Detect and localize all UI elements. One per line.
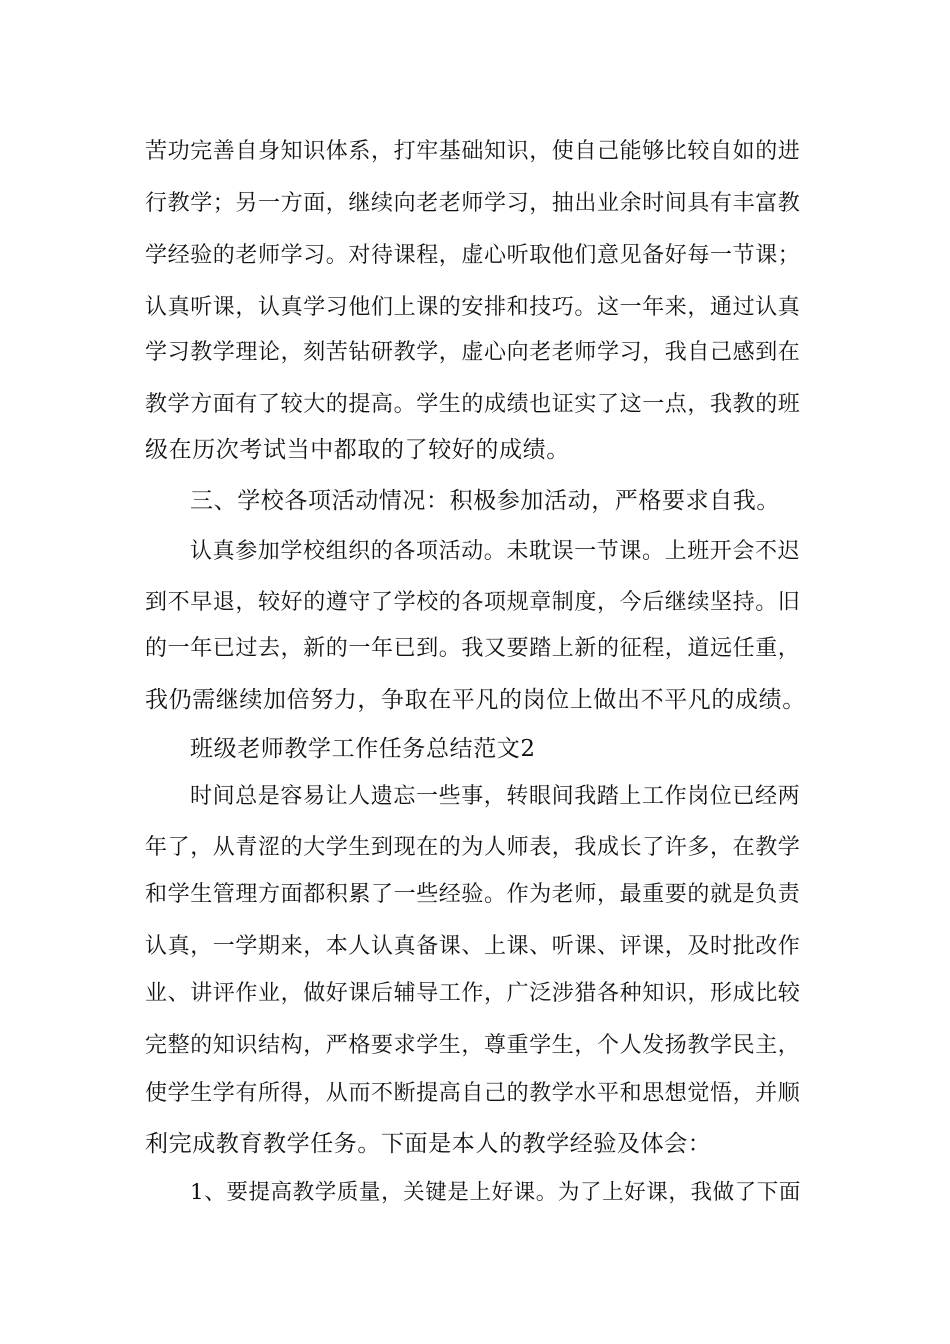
text-line: 年了，从青涩的大学生到现在的为人师表，我成长了许多，在教学 <box>145 835 801 860</box>
text-line: 行教学；另一方面，继续向老老师学习，抽出业余时间具有丰富教 <box>145 191 801 216</box>
text-line: 认真，一学期来，本人认真备课、上课、听课、评课，及时批改作 <box>145 934 801 959</box>
text-line: 学习教学理论，刻苦钻研教学，虚心向老老师学习，我自己感到在 <box>145 340 801 365</box>
text-line: 认真参加学校组织的各项活动。未耽误一节课。上班开会不迟 <box>190 539 801 564</box>
text-line: 认真听课，认真学习他们上课的安排和技巧。这一年来，通过认真 <box>145 295 801 320</box>
text-line: 的一年已过去，新的一年已到。我又要踏上新的征程，道远任重， <box>145 636 801 661</box>
text-line: 时间总是容易让人遗忘一些事，转眼间我踏上工作岗位已经两 <box>190 784 801 809</box>
text-line: 苦功完善自身知识体系，打牢基础知识，使自己能够比较自如的进 <box>145 139 801 164</box>
text-line: 和学生管理方面都积累了一些经验。作为老师，最重要的就是负责 <box>145 882 801 907</box>
text-line: 到不早退，较好的遵守了学校的各项规章制度，今后继续坚持。旧 <box>145 590 801 615</box>
text-line: 学经验的老师学习。对待课程，虚心听取他们意见备好每一节课； <box>145 243 801 268</box>
text-line: 1、要提高教学质量，关键是上好课。为了上好课，我做了下面 <box>190 1180 801 1205</box>
text-line: 教学方面有了较大的提高。学生的成绩也证实了这一点，我教的班 <box>145 392 801 417</box>
text-line: 利完成教育教学任务。下面是本人的教学经验及体会： <box>145 1131 712 1157</box>
text-line: 使学生学有所得，从而不断提高自己的教学水平和思想觉悟，并顺 <box>145 1081 801 1106</box>
text-line: 我仍需继续加倍努力，争取在平凡的岗位上做出不平凡的成绩。 <box>145 687 806 713</box>
essay-title: 班级老师教学工作任务总结范文2 <box>190 736 536 762</box>
section-heading: 三、学校各项活动情况：积极参加活动，严格要求自我。 <box>190 488 780 514</box>
text-line: 级在历次考试当中都取的了较好的成绩。 <box>145 437 570 463</box>
text-line: 完整的知识结构，严格要求学生，尊重学生，个人发扬教学民主， <box>145 1033 801 1058</box>
text-line: 业、讲评作业，做好课后辅导工作，广泛涉猎各种知识，形成比较 <box>145 981 801 1006</box>
